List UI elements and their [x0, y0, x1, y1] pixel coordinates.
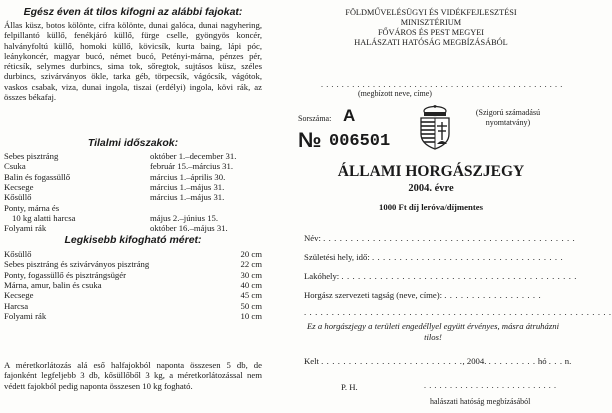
issuing-authority	[296, 8, 566, 48]
protected-species-heading: Egész éven át tilos kifogni az alábbi fajokat:	[23, 6, 243, 18]
catch-limit-note: A méretkorlátozás alá eső halfajokból naponta összesen 5 db, de fajonként legfeljebb 3 db, kősüllőből 3 kg, a méretkorlátozással nem védett fajokból pedig naponta összesen 10 kg fogható.	[4, 360, 262, 391]
min-size-species: Kősüllő	[4, 249, 32, 259]
closed-season-heading: Tilalmi időszakok:	[87, 137, 179, 149]
min-size-value: 40 cm	[240, 279, 262, 290]
ministry-line: HALÁSZATI HATÓSÁG MEGBÍZÁSÁBÓL	[354, 38, 508, 47]
closed-season-period: február 15.–március 31.	[150, 161, 233, 172]
closed-season-row	[4, 192, 262, 202]
closed-season-species: Balin és fogassüllő	[4, 171, 71, 182]
min-size-value: 30 cm	[240, 269, 262, 280]
regulations-panel	[2, 0, 264, 413]
name-field	[304, 233, 576, 243]
closed-season-row	[4, 213, 262, 223]
closed-season-period: március 1.–május 31.	[150, 181, 225, 192]
min-size-value: 10 cm	[240, 310, 262, 321]
signature-dots: . . . . . . . . . . . . . . . . . . . . . . . . . .	[424, 381, 557, 390]
birth-field-label: Születési hely, idő:	[304, 252, 370, 262]
min-size-species: Harcsa	[4, 300, 29, 311]
number-sign: №	[298, 129, 321, 152]
issued-label: Kelt	[304, 356, 319, 366]
appointee-dotted-line: . . . . . . . . . . . . . . . . . . . . . . . . . . . . . . . . . . . . . . . . . . . . . . .	[321, 80, 563, 89]
protected-species-text: Állas küsz, botos kölönte, cifra kölönte, dunai galóca, dunai nagyhering, felpillantó küllő, fenékjáró küllő, fürge cselle, gyöngyös koncér, halványfoltú küllő, homoki küllő, kövicsík, kurta baing, lápi póc, leánykoncér, magyar bucó, német bucó, Petényi-márna, pénzes pér, réticsík, selymes durbincs, sima tok, sőregtok, sujtásos küsz, széles durbincs, szivárványos ökle, tarka géb, törpecsík, vágócsík, vágótok, vaskos csabak, viza, dunai ingola, tiszai (erdélyi) ingola, kövi rák, az összes békafaj.	[4, 20, 262, 103]
min-size-row	[4, 249, 262, 259]
name-field-label: Név:	[304, 233, 321, 243]
closed-season-species: Kősüllő	[4, 192, 32, 203]
issued-year: 2004.	[466, 356, 487, 366]
ministry-line: FÖLDMŰVELÉSÜGYI ÉS VIDÉKFEJLESZTÉSI	[345, 8, 517, 17]
closed-season-row	[4, 223, 262, 233]
min-size-value: 22 cm	[240, 259, 262, 270]
min-size-row	[4, 301, 262, 311]
closed-season-row	[4, 182, 262, 192]
min-size-species: Márna, amur, balin és csuka	[4, 279, 102, 290]
residence-field	[304, 271, 578, 281]
closed-season-species: Folyami rák	[4, 223, 47, 234]
min-size-species: Kecsege	[4, 290, 34, 301]
min-size-heading: Legkisebb kifogható méret:	[64, 234, 202, 246]
hungarian-coat-of-arms-icon	[417, 104, 453, 150]
birth-field	[304, 252, 562, 262]
min-size-species: Ponty, fogassüllő és pisztrángsügér	[4, 269, 127, 280]
closed-season-species: Kecsege	[4, 181, 34, 192]
closed-season-period: március 1.–április 30.	[150, 171, 226, 182]
serial-number: 006501	[329, 132, 391, 151]
name-field-dots: . . . . . . . . . . . . . . . . . . . . . . . . . . . . . . . . . . . . . . . . . . . . . .	[323, 233, 576, 243]
min-size-row	[4, 311, 262, 321]
appointee-caption: (megbízott neve, címe)	[358, 89, 432, 98]
validity-note: Ez a horgászjegy a területi engedéllyel együtt érvényes, másra átruházni tilos!	[306, 321, 560, 342]
issued-day-dots: . . .	[548, 356, 563, 366]
residence-field-label: Lakóhely:	[304, 271, 340, 281]
series-label: Sorszáma:	[298, 114, 332, 123]
ministry-line: FŐVÁROS ÉS PEST MEGYEI	[377, 28, 485, 37]
min-size-value: 20 cm	[240, 249, 262, 259]
min-size-row	[4, 280, 262, 290]
min-size-value: 50 cm	[240, 300, 262, 311]
closed-season-period: október 1.–december 31.	[150, 151, 237, 161]
license-fee: 1000 Ft díj leróva/díjmentes	[379, 202, 483, 212]
closed-season-period: október 16.–május 31.	[150, 223, 228, 234]
membership-field	[304, 290, 562, 300]
closed-season-period: március 1.–május 31.	[150, 192, 225, 203]
closed-season-row	[4, 151, 262, 161]
residence-field-dots: . . . . . . . . . . . . . . . . . . . . . . . . . . . . . . . . . . . . . . . . . . .	[341, 271, 578, 281]
membership-field-continued	[304, 307, 612, 317]
issued-month-label: hó	[537, 356, 547, 366]
issue-date-line: Kelt . . . . . . . . . . . . . . . . . . . . . . . . . ., 2004. . . . . . . . . . hó . . . n.	[304, 356, 572, 366]
stamp-placeholder: P. H.	[341, 382, 358, 392]
closed-season-species: Sebes pisztráng	[4, 151, 59, 161]
closed-season-period: május 2.–június 15.	[150, 212, 219, 223]
issued-month-dots: . . . . . . . . .	[488, 356, 536, 366]
closed-season-row	[4, 172, 262, 182]
min-size-row	[4, 259, 262, 269]
membership-continued-dots: . . . . . . . . . . . . . . . . . . . . . . . . . . . . . . . . . . . . . . . . . . . . . . . . . . . . . . . .	[304, 307, 612, 317]
min-size-value: 45 cm	[240, 290, 262, 301]
membership-field-label: Horgász szervezeti tagság (neve, címe):	[304, 290, 443, 300]
series-letter: A	[343, 106, 356, 125]
closed-season-species: 10 kg alatti harcsa	[12, 212, 76, 223]
strict-accounting-note: (Szigorú számadású nyomtatvány)	[475, 108, 541, 127]
closed-season-row	[4, 161, 262, 171]
license-year: 2004. évre	[408, 183, 454, 194]
issued-day-label: n.	[564, 356, 572, 366]
ministry-line: MINISZTÉRIUM	[400, 18, 462, 27]
min-size-row	[4, 270, 262, 280]
issued-place-dots: . . . . . . . . . . . . . . . . . . . . . . . . . .	[321, 356, 463, 366]
license-title: ÁLLAMI HORGÁSZJEGY	[337, 163, 525, 180]
min-size-species: Folyami rák	[4, 310, 47, 321]
birth-field-dots: . . . . . . . . . . . . . . . . . . . . . . . . . . . . . . . . . . .	[371, 252, 564, 262]
license-panel	[296, 0, 612, 413]
closed-season-species: Ponty, márna és	[4, 202, 60, 213]
signature-caption: halászati hatóság megbízásából	[430, 397, 531, 406]
closed-season-species: Csuka	[4, 161, 26, 172]
membership-field-dots: . . . . . . . . . . . . . . . . . .	[444, 290, 542, 300]
min-size-row	[4, 290, 262, 300]
min-size-species: Sebes pisztráng és szivárványos pisztráng	[4, 259, 150, 270]
closed-season-row	[4, 203, 262, 213]
